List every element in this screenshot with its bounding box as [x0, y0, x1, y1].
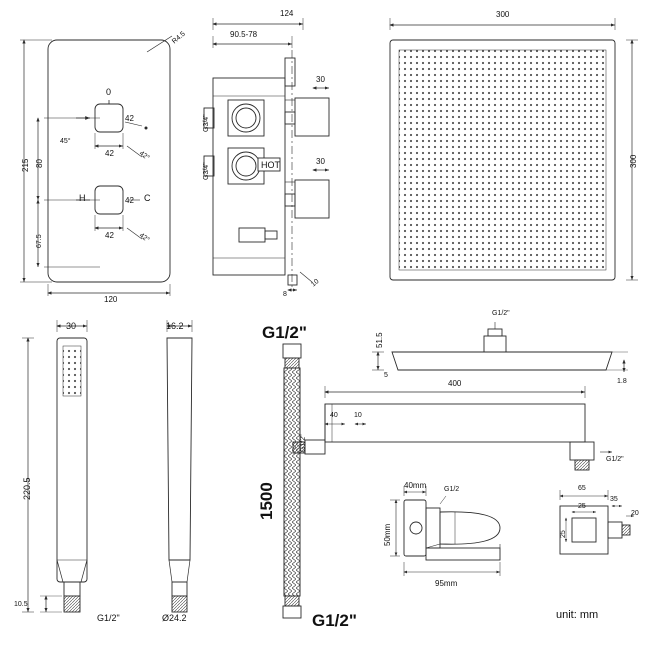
valve-hot-tag: HOT — [261, 160, 280, 170]
shower-arm-outlet-thread-label: G1/2" — [606, 456, 624, 463]
valve-hot-mark: H — [79, 193, 86, 203]
valve-front-square-42-b-label: 42 — [105, 231, 114, 240]
valve-front-square-42-a-label: 42 — [105, 149, 114, 158]
shower-arm-base-10-label: 10 — [354, 412, 362, 419]
shower-arm-length-label: 400 — [448, 379, 462, 388]
valve-front-angle-42-upper-label: 42° — [137, 150, 151, 162]
valve-port-top-label: G3/4" — [203, 114, 210, 132]
hose-length-label: 1500 — [257, 482, 276, 520]
wall-outlet-width-label: 65 — [578, 485, 586, 492]
valve-knob-zero-mark: 0 — [106, 87, 112, 97]
valve-front-height-675-label: 67.5 — [36, 234, 43, 248]
head-side-inlet-thread-label: G1/2" — [492, 310, 510, 317]
wall-outlet-inner-25b-label: 25 — [560, 530, 567, 538]
valve-front-angle-42-lower-label: 42° — [137, 232, 151, 244]
shower-arm-base-40-label: 40 — [330, 412, 338, 419]
hand-shower-side-width-label: 16.2 — [166, 321, 184, 331]
valve-cold-mark: C — [144, 193, 151, 203]
wall-bracket-arm-length-label: 95mm — [435, 579, 458, 588]
valve-front-angle-45-top-label: 45° — [60, 138, 71, 145]
shower-arm-inlet-thread-label: G1/2" — [300, 434, 307, 452]
valve-front-square-42-d-label: 42 — [125, 196, 134, 205]
hose-thread-bottom-label: G1/2" — [312, 611, 357, 630]
valve-front-corner-radius-label: R4.5 — [171, 30, 187, 46]
head-side-thickness-label: 1.8 — [617, 378, 627, 385]
valve-front-height-80-label: 80 — [35, 159, 44, 168]
head-top-width-label: 300 — [496, 10, 510, 19]
head-side-515-label: 51.5 — [375, 332, 384, 348]
hand-shower-diameter-label: Ø24.2 — [162, 613, 187, 623]
wall-bracket-plate-height-label: 50mm — [383, 523, 392, 546]
valve-front-square-42-c-label: 42 — [125, 114, 134, 123]
wall-outlet-depth-35-label: 35 — [610, 496, 618, 503]
valve-side-tab-30-bottom-label: 30 — [316, 157, 325, 166]
unit-note: unit: mm — [556, 609, 599, 621]
valve-side-depth-range-label: 90.5-78 — [230, 30, 258, 39]
valve-side-tab-30-top-label: 30 — [316, 75, 325, 84]
hand-shower-grip-105-label: 10.5 — [14, 601, 28, 608]
head-side-offset-5-label: 5 — [384, 372, 388, 379]
wall-outlet-side-20-label: 20 — [631, 510, 639, 517]
hand-shower-head-width-label: 30 — [66, 321, 77, 331]
valve-front-width-label: 120 — [104, 295, 118, 304]
hand-shower-thread-label: G1/2" — [97, 613, 120, 623]
valve-side-depth-label: 124 — [280, 9, 294, 18]
wall-bracket-thread-label: G1/2 — [444, 486, 460, 493]
valve-front-total-height-label: 215 — [21, 158, 30, 172]
valve-side-bottom-8-label: 8 — [283, 291, 287, 298]
wall-outlet-inner-25a-label: 25 — [578, 503, 586, 510]
valve-port-bottom-label: G3/4" — [203, 162, 210, 180]
wall-bracket-plate-width-label: 40mm — [404, 481, 427, 490]
hose-thread-top-label: G1/2" — [262, 323, 307, 342]
head-top-height-label: 300 — [629, 154, 638, 168]
hand-shower-total-length-label: 220.5 — [22, 477, 32, 500]
valve-side-bottom-small-label: 10 — [310, 277, 321, 289]
